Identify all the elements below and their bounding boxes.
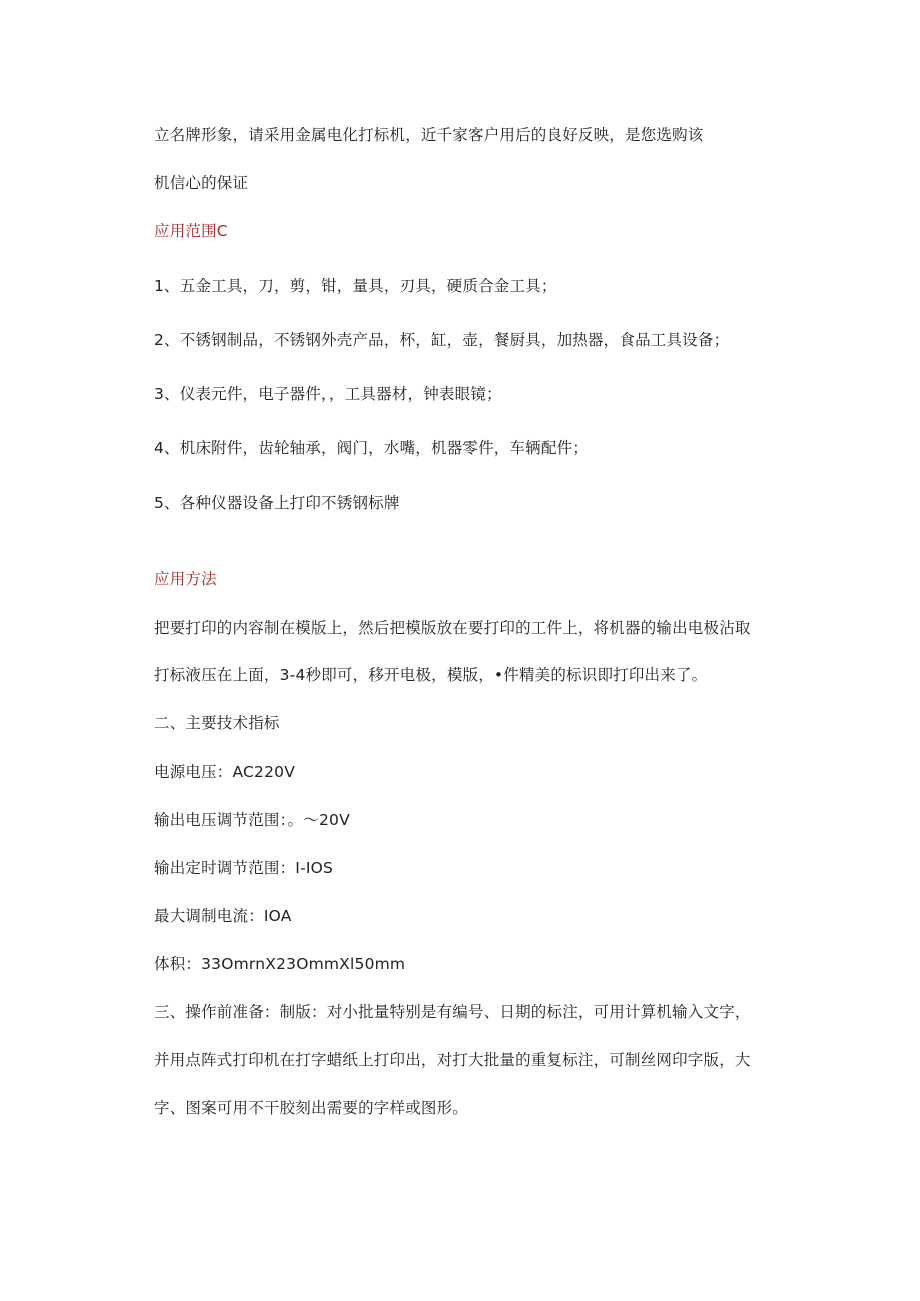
scope-heading: 应用范围C [154, 222, 228, 240]
spec-output-voltage-range: 输出电压调节范围：。～20V [154, 811, 350, 829]
prep-line-3: 字、图案可用不干胶刻出需要的字样或图形。 [154, 1099, 469, 1117]
scope-item-1: 1、五金工具，刀，剪，钳，量具，刃具，硬质合金工具； [154, 277, 557, 295]
spec-output-timer-range: 输出定时调节范围：I-IOS [154, 859, 334, 877]
spec-power-voltage: 电源电压：AC220V [154, 763, 296, 781]
intro-line-1: 立名牌形象，请采用金属电化打标机，近千家客户用后的良好反映，是您选购该 [154, 126, 704, 144]
spec-volume: 体积：33OmrnX23OmmXl50mm [154, 955, 406, 973]
scope-item-4: 4、机床附件，齿轮轴承，阀门，水嘴，机器零件，车辆配件； [154, 439, 588, 457]
specs-heading: 二、主要技术指标 [154, 714, 280, 732]
intro-line-2: 机信心的保证 [154, 174, 249, 192]
spec-max-current: 最大调制电流：IOA [154, 907, 292, 925]
prep-line-2: 并用点阵式打印机在打字蜡纸上打印出，对打大批量的重复标注，可制丝网印字版，大 [154, 1051, 751, 1069]
method-line-2: 打标液压在上面，3-4秒即可，移开电极，模版，•件精美的标识即打印出来了。 [154, 666, 708, 684]
prep-line-1: 三、操作前准备：制版：对小批量特别是有编号、日期的标注，可用计算机输入文字， [154, 1003, 751, 1021]
scope-item-3: 3、仪表元件，电子器件，，工具器材，钟表眼镜； [154, 385, 502, 403]
scope-item-5: 5、各种仪器设备上打印不锈钢标牌 [154, 494, 400, 512]
scope-item-2: 2、不锈钢制品，不锈钢外壳产品，杯，缸，壶，餐厨具，加热器，食品工具设备； [154, 331, 730, 349]
method-heading: 应用方法 [154, 570, 217, 588]
method-line-1: 把要打印的内容制在模版上，然后把模版放在要打印的工件上，将机器的输出电极沾取 [154, 619, 751, 637]
